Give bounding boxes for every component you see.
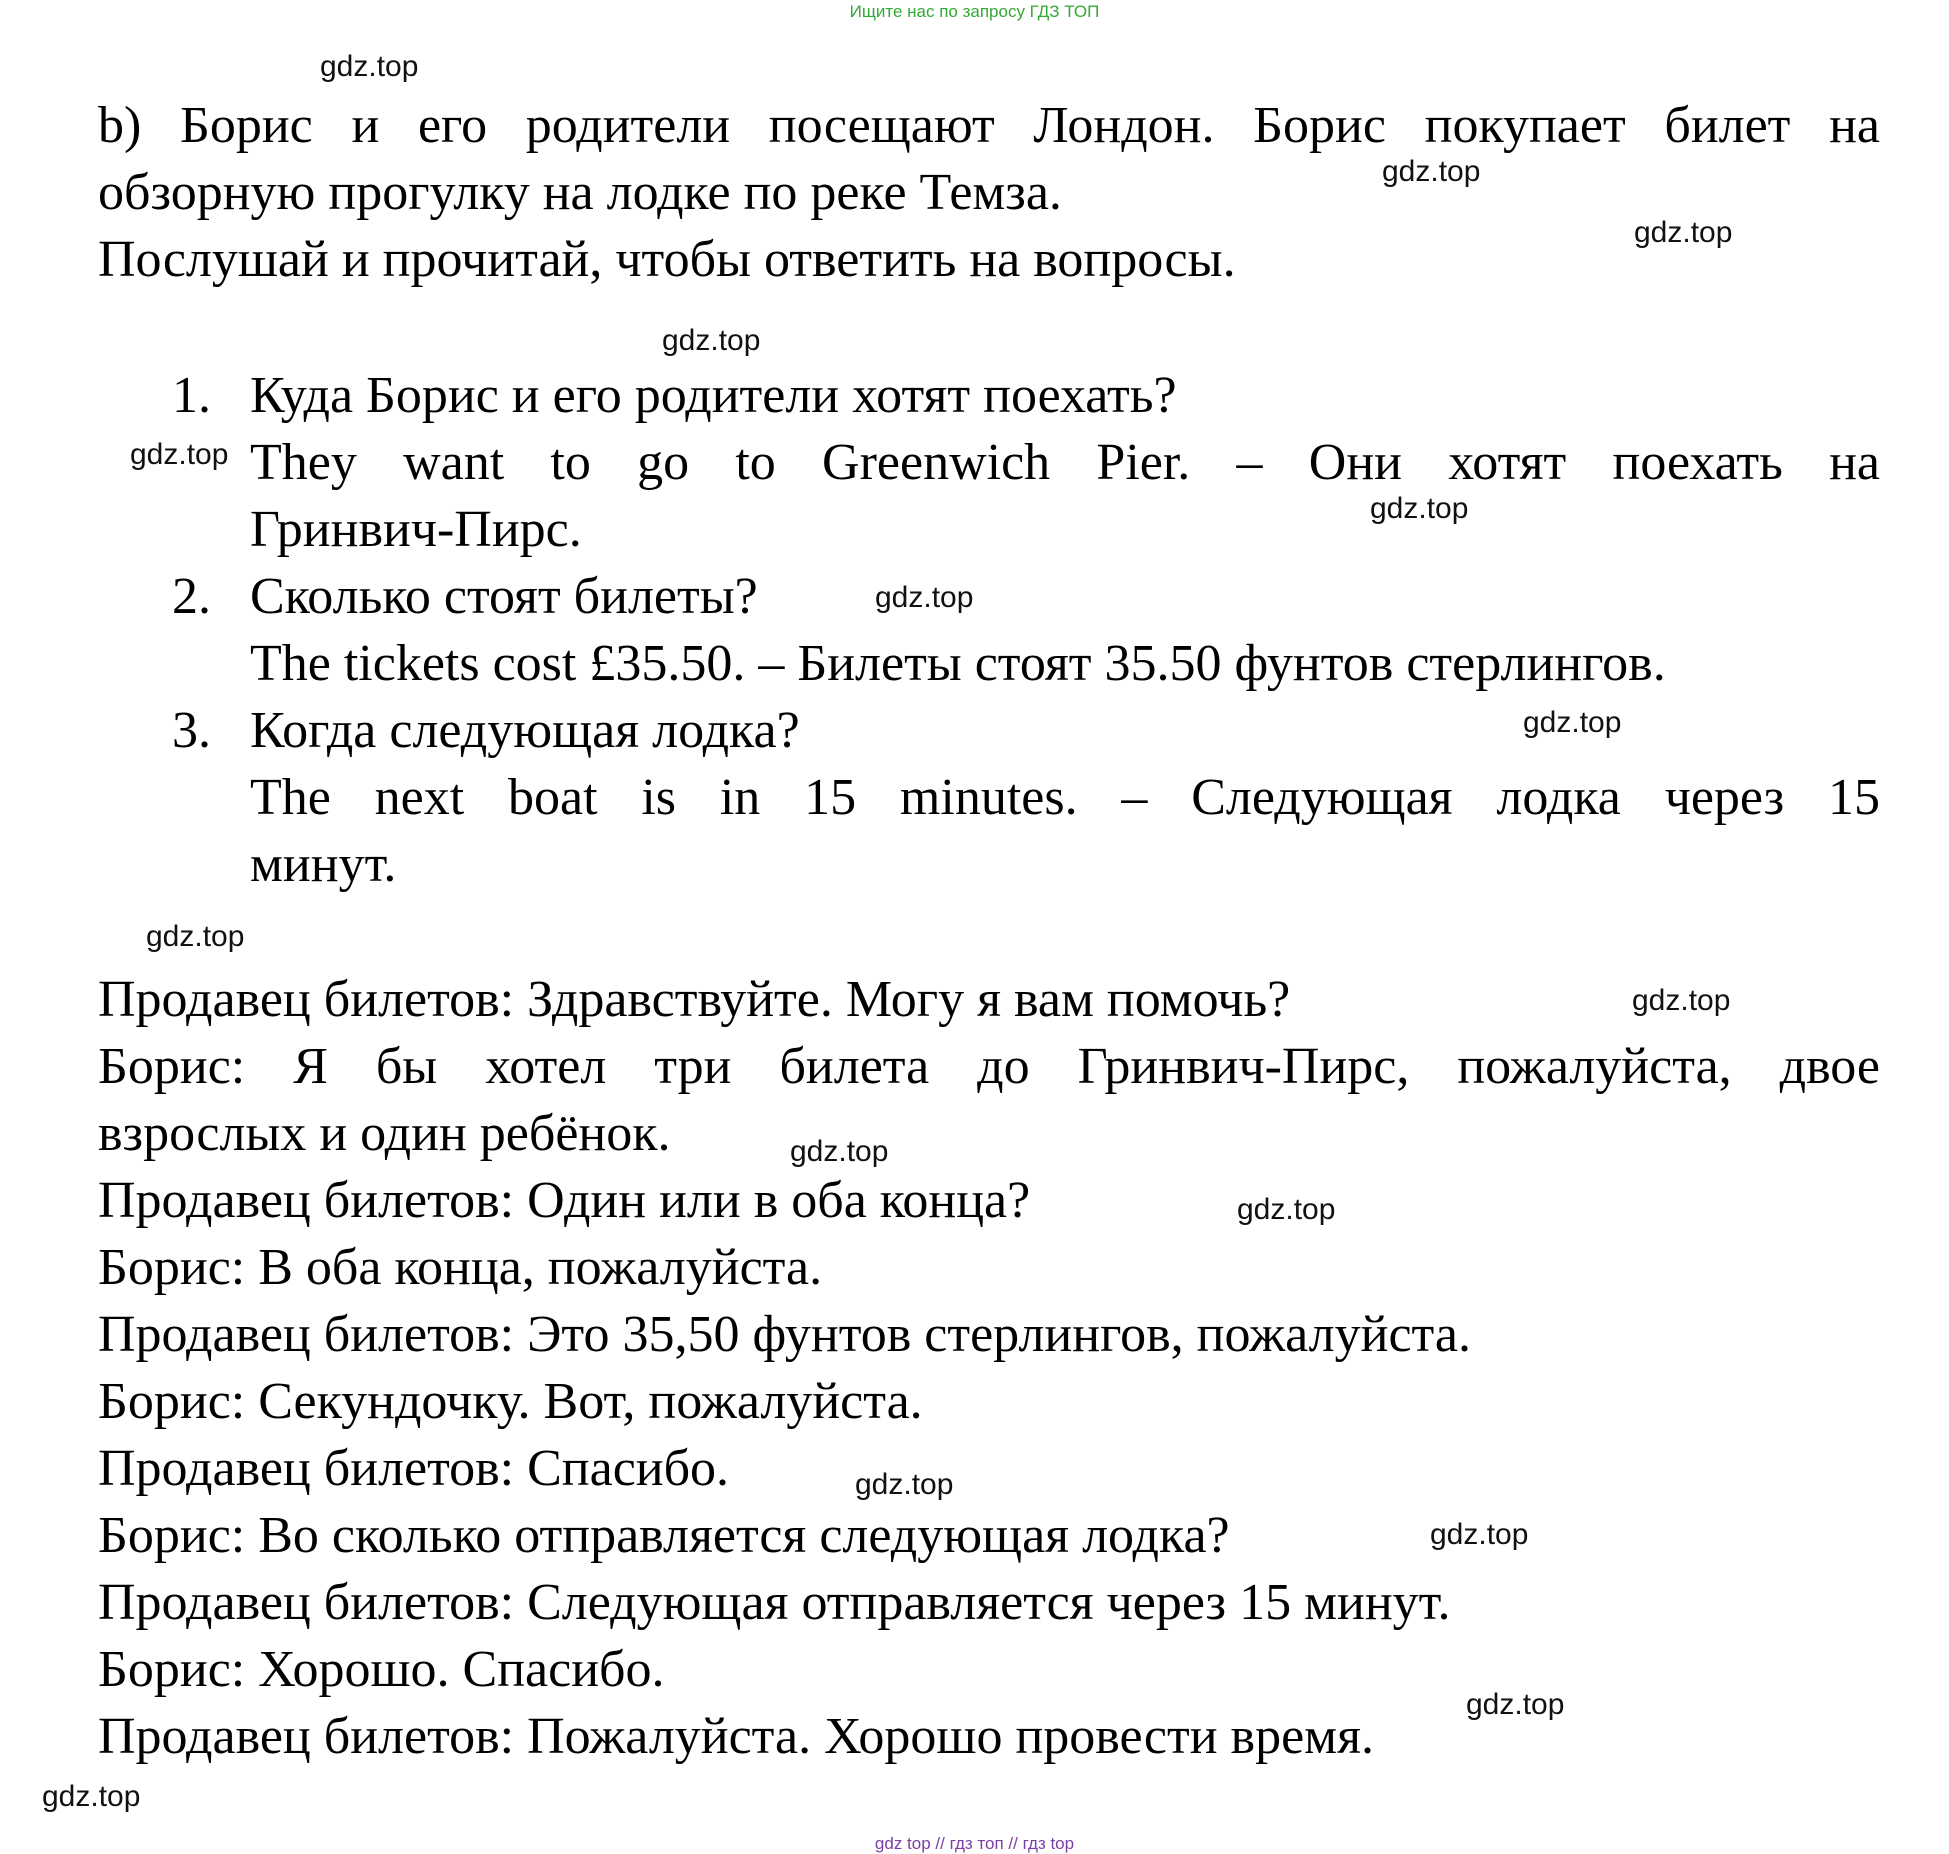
answer-2-line-1: The tickets cost £35.50. – Билеты стоят 35.50 фунтов стерлингов. [250, 635, 1666, 692]
answer-1-line-1: They want to go to Greenwich Pier. – Они хотят поехать на [250, 434, 1880, 491]
dialogue-line: Борис: Хорошо. Спасибо. [98, 1641, 665, 1698]
watermark: gdz.top [1632, 984, 1731, 1017]
intro-line-3: Послушай и прочитай, чтобы ответить на вопросы. [98, 231, 1236, 288]
answer-3-line-2: минут. [250, 836, 397, 893]
watermark: gdz.top [1237, 1193, 1336, 1226]
question-2: Сколько стоят билеты? [250, 568, 758, 625]
answer-1-line-2: Гринвич-Пирс. [250, 501, 582, 558]
dialogue-line: Продавец билетов: Следующая отправляется через 15 минут. [98, 1574, 1451, 1631]
watermark: gdz.top [1382, 155, 1481, 188]
dialogue-line: Борис: Во сколько отправляется следующая лодка? [98, 1507, 1230, 1564]
dialogue-line: Борис: В оба конца, пожалуйста. [98, 1239, 823, 1296]
watermark: gdz.top [1430, 1518, 1529, 1551]
watermark: gdz.top [790, 1135, 889, 1168]
intro-line-2: обзорную прогулку на лодке по реке Темза. [98, 164, 1062, 221]
watermark: gdz.top [1634, 216, 1733, 249]
watermark: gdz.top [1523, 706, 1622, 739]
answer-3-line-1: The next boat is in 15 minutes. – Следующая лодка через 15 [250, 769, 1880, 826]
dialogue-line: взрослых и один ребёнок. [98, 1105, 671, 1162]
watermark: gdz.top [146, 920, 245, 953]
dialogue-line: Борис: Я бы хотел три билета до Гринвич-Пирс, пожалуйста, двое [98, 1038, 1880, 1095]
watermark: gdz.top [875, 581, 974, 614]
dialogue-line: Продавец билетов: Спасибо. [98, 1440, 730, 1497]
dialogue-line: Продавец билетов: Здравствуйте. Могу я вам помочь? [98, 971, 1291, 1028]
watermark: gdz.top [855, 1468, 954, 1501]
top-banner: Ищите нас по запросу ГДЗ ТОП [849, 2, 1100, 21]
watermark: gdz.top [1370, 492, 1469, 525]
watermark: gdz.top [1466, 1688, 1565, 1721]
dialogue-line: Продавец билетов: Один или в оба конца? [98, 1172, 1031, 1229]
question-number-3: 3. [172, 702, 211, 759]
dialogue-line: Продавец билетов: Это 35,50 фунтов стерлингов, пожалуйста. [98, 1306, 1471, 1363]
dialogue-line: Продавец билетов: Пожалуйста. Хорошо провести время. [98, 1708, 1374, 1765]
dialogue-line: Борис: Секундочку. Вот, пожалуйста. [98, 1373, 923, 1430]
watermark: gdz.top [320, 50, 419, 83]
question-1: Куда Борис и его родители хотят поехать? [250, 367, 1177, 424]
question-3: Когда следующая лодка? [250, 702, 800, 759]
intro-line-1: b) Борис и его родители посещают Лондон. Борис покупает билет на [98, 97, 1880, 154]
watermark: gdz.top [130, 438, 229, 471]
question-number-2: 2. [172, 568, 211, 625]
question-number-1: 1. [172, 367, 211, 424]
watermark: gdz.top [662, 324, 761, 357]
bottom-banner: gdz top // гдз топ // гдз top [874, 1834, 1075, 1853]
watermark: gdz.top [42, 1780, 141, 1813]
